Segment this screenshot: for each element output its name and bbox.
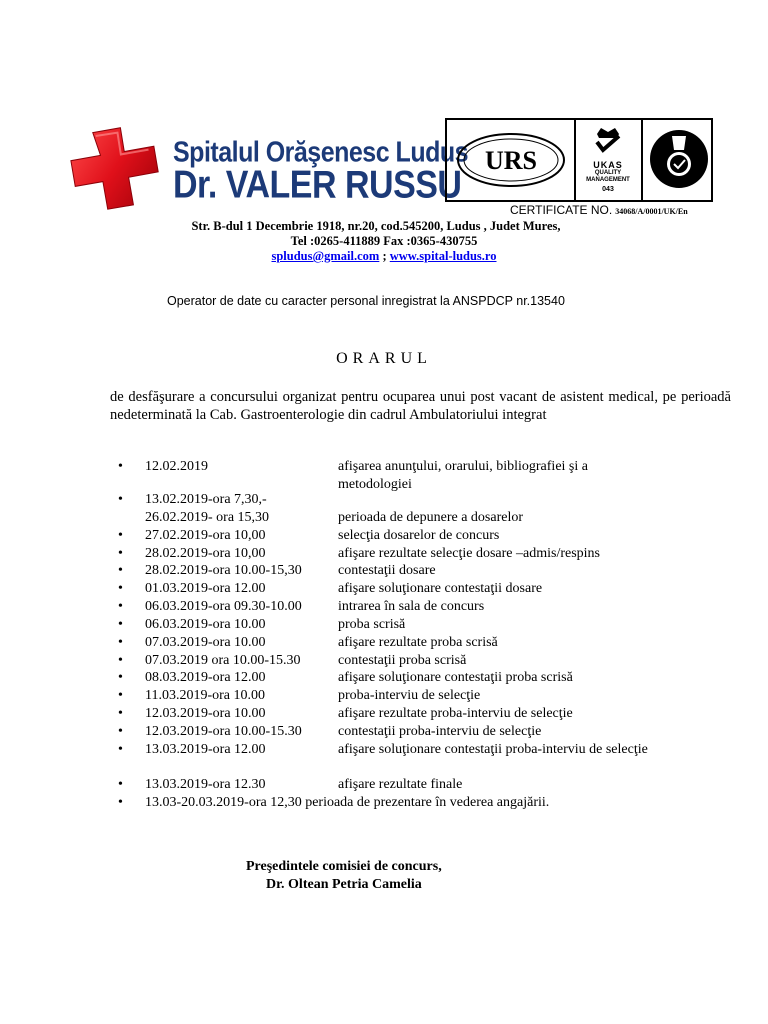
committee-president-title: Preşedintele comisiei de concurs, [246, 859, 442, 874]
email-link[interactable]: spludus@gmail.com [271, 249, 380, 263]
bullet: • [118, 528, 123, 543]
schedule-activity: contestaţii dosare [338, 563, 436, 578]
schedule-date: 13.03.2019-ora 12.30 [145, 777, 266, 792]
schedule-activity: selecţia dosarelor de concurs [338, 528, 500, 543]
bullet: • [118, 688, 123, 703]
bullet: • [118, 546, 123, 561]
ukas-sub: QUALITY MANAGEMENT [586, 170, 630, 183]
ukas-logo [580, 122, 636, 198]
certificate-number: CERTIFICATE NO. 34068/A/0001/UK/En [510, 203, 688, 217]
urs-logo [455, 131, 567, 189]
schedule-activity: contestaţii proba scrisă [338, 653, 467, 668]
schedule-activity: perioada de depunere a dosarelor [338, 510, 524, 525]
schedule-date: 07.03.2019-ora 10.00 [145, 635, 266, 650]
separator: ; [379, 249, 390, 263]
bullet: • [118, 795, 123, 810]
schedule-date: 12.03.2019-ora 10.00-15.30 [145, 724, 302, 739]
schedule-date: 12.03.2019-ora 10.00 [145, 706, 266, 721]
schedule-date: 06.03.2019-ora 10.00 [145, 617, 266, 632]
schedule-activity: afişare rezultate selecţie dosare –admis/respins [338, 546, 600, 561]
schedule-activity: contestaţii proba-interviu de selecţie [338, 724, 542, 739]
red-cross-logo [66, 122, 166, 214]
urs-text: URS [484, 146, 538, 175]
hospital-doctor-name: Dr. VALER RUSSU [173, 163, 462, 207]
schedule-date: 26.02.2019- ora 15,30 [145, 510, 270, 525]
page-title: ORARUL [336, 350, 432, 367]
schedule-activity: intrarea în sala de concurs [338, 599, 485, 614]
bullet: • [118, 670, 123, 685]
intro-paragraph: de desfăşurare a concursului organizat pentru ocuparea unui post vacant de asistent medical, pe perioadă nedeterminată la Cab. Gastroenterologie din cadrul Ambulatoriului integrat [110, 389, 731, 423]
website-link[interactable]: www.spital-ludus.ro [389, 249, 497, 263]
phone-fax-line: Tel :0265-411889 Fax :0365-430755 [290, 234, 478, 248]
ukas-label: UKAS [593, 160, 623, 170]
schedule-activity: proba-interviu de selecţie [338, 688, 481, 703]
schedule-date: 01.03.2019-ora 12.00 [145, 581, 266, 596]
schedule-entry: 13.03-20.03.2019-ora 12,30 perioada de prezentare în vederea angajării. [145, 795, 550, 810]
schedule-date: 28.02.2019-ora 10,00 [145, 546, 266, 561]
divider [641, 118, 643, 202]
crown-check-icon [591, 124, 625, 158]
bullet: • [118, 777, 123, 792]
bullet: • [118, 599, 123, 614]
bullet: • [118, 459, 123, 474]
ukas-number: 043 [602, 186, 614, 193]
hospital-name: Spitalul Orăşenesc Ludus [173, 136, 469, 169]
medal-icon [648, 128, 710, 190]
bullet: • [118, 635, 123, 650]
bullet: • [118, 617, 123, 632]
bullet: • [118, 706, 123, 721]
schedule-date: 06.03.2019-ora 09.30-10.00 [145, 599, 302, 614]
schedule-date: 07.03.2019 ora 10.00-15.30 [145, 653, 301, 668]
data-operator-note: Operator de date cu caracter personal inregistrat la ANSPDCP nr.13540 [167, 294, 565, 308]
schedule-date: 28.02.2019-ora 10.00-15,30 [145, 563, 302, 578]
schedule-activity: afişare soluţionare contestaţii proba-interviu de selecţie [338, 742, 648, 757]
bullet: • [118, 492, 123, 507]
bullet: • [118, 742, 123, 757]
schedule-date: 13.02.2019-ora 7,30,- [145, 492, 267, 507]
schedule-date: 08.03.2019-ora 12.00 [145, 670, 266, 685]
schedule-date: 11.03.2019-ora 10.00 [145, 688, 266, 703]
bullet: • [118, 581, 123, 596]
bullet: • [118, 563, 123, 578]
schedule-activity: proba scrisă [338, 617, 406, 632]
divider [574, 118, 576, 202]
schedule-activity: afişare rezultate proba-interviu de selecţie [338, 706, 573, 721]
bullet: • [118, 653, 123, 668]
bullet: • [118, 724, 123, 739]
schedule-activity: afişare soluţionare contestaţii proba scrisă [338, 670, 573, 685]
schedule-date: 27.02.2019-ora 10,00 [145, 528, 266, 543]
schedule-activity: afişare rezultate finale [338, 777, 463, 792]
schedule-date: 13.03.2019-ora 12.00 [145, 742, 266, 757]
committee-president-name: Dr. Oltean Petria Camelia [266, 877, 422, 892]
schedule-activity: afişare rezultate proba scrisă [338, 635, 498, 650]
schedule-date: 12.02.2019 [145, 459, 208, 474]
contact-links [0, 249, 768, 264]
schedule-activity: afişarea anunţului, orarului, bibliografiei şi a metodologiei [338, 459, 588, 492]
schedule-activity: afişare soluţionare contestaţii dosare [338, 581, 543, 596]
address-line: Str. B-dul 1 Decembrie 1918, nr.20, cod.545200, Ludus , Judet Mures, [191, 219, 561, 233]
